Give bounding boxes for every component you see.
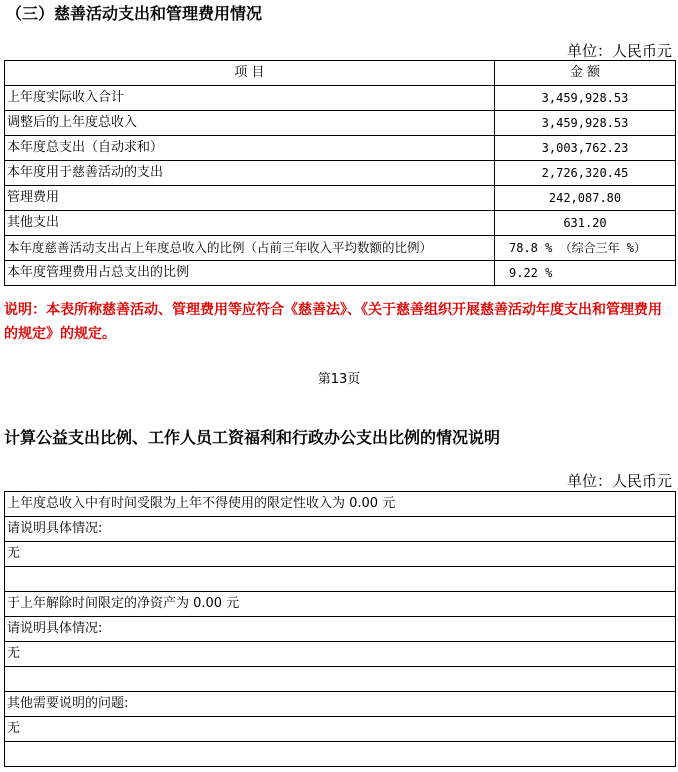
row-value: 631.20 <box>495 211 676 236</box>
row-value: 3,003,762.23 <box>495 136 676 161</box>
table-row <box>5 642 676 667</box>
table-row <box>5 742 676 767</box>
row-label: 上年度实际收入合计 <box>5 86 495 111</box>
table-row <box>5 667 676 692</box>
table-row <box>5 211 676 236</box>
restricted-income-line: 上年度总收入中有时间受限为上年不得使用的限定性收入为 0.00 元 <box>5 492 676 517</box>
explain-answer: 无 <box>5 542 676 567</box>
section2-title: 计算公益支出比例、工作人员工资福利和行政办公支出比例的情况说明 <box>4 428 501 447</box>
row-label: 调整后的上年度总收入 <box>5 111 495 136</box>
table-row <box>5 136 676 161</box>
row-value: 242,087.80 <box>495 186 676 211</box>
row-value: 3,459,928.53 <box>495 86 676 111</box>
explain-answer: 无 <box>5 642 676 667</box>
blank-row <box>5 742 676 767</box>
row-label: 本年度慈善活动支出占上年度总收入的比例（占前三年收入平均数额的比例） <box>5 236 495 261</box>
column-header-item: 项 目 <box>5 61 495 86</box>
table-row <box>5 617 676 642</box>
section-title: （三）慈善活动支出和管理费用情况 <box>6 4 263 23</box>
explain-prompt: 请说明具体情况: <box>5 617 676 642</box>
explain-answer: 无 <box>5 717 676 742</box>
row-label: 其他支出 <box>5 211 495 236</box>
table-header-row <box>5 61 676 86</box>
released-assets-line: 于上年解除时间限定的净资产为 0.00 元 <box>5 592 676 617</box>
row-value: 3,459,928.53 <box>495 111 676 136</box>
row-value: 78.8 % （综合三年 %） <box>495 236 676 261</box>
row-label: 本年度用于慈善活动的支出 <box>5 161 495 186</box>
table-row <box>5 236 676 261</box>
table-row <box>5 517 676 542</box>
table-row <box>5 542 676 567</box>
table-row <box>5 717 676 742</box>
unit-label: 单位：人民币元 <box>566 42 672 60</box>
table-row <box>5 492 676 517</box>
table-row <box>5 261 676 286</box>
page-number: 第13页 <box>317 372 361 387</box>
explain-prompt: 请说明具体情况: <box>5 517 676 542</box>
table-row <box>5 161 676 186</box>
row-value: 9.22 % <box>495 261 676 286</box>
row-label: 管理费用 <box>5 186 495 211</box>
row-label: 本年度管理费用占总支出的比例 <box>5 261 495 286</box>
blank-row <box>5 567 676 592</box>
table-row <box>5 186 676 211</box>
table-row <box>5 592 676 617</box>
unit-label-2: 单位：人民币元 <box>566 472 672 490</box>
table-row <box>5 86 676 111</box>
other-issues-prompt: 其他需要说明的问题: <box>5 692 676 717</box>
table-row <box>5 692 676 717</box>
row-label: 本年度总支出（自动求和） <box>5 136 495 161</box>
table-row <box>5 567 676 592</box>
expenditure-table <box>4 60 676 286</box>
blank-row <box>5 667 676 692</box>
column-header-amount: 金 额 <box>495 61 676 86</box>
explanation-table <box>4 491 676 767</box>
row-value: 2,726,320.45 <box>495 161 676 186</box>
regulation-note: 说明：本表所称慈善活动、管理费用等应符合《慈善法》、《关于慈善组织开展慈善活动年度支出和管理费用的规定》的规定。 <box>4 302 662 342</box>
table-row <box>5 111 676 136</box>
